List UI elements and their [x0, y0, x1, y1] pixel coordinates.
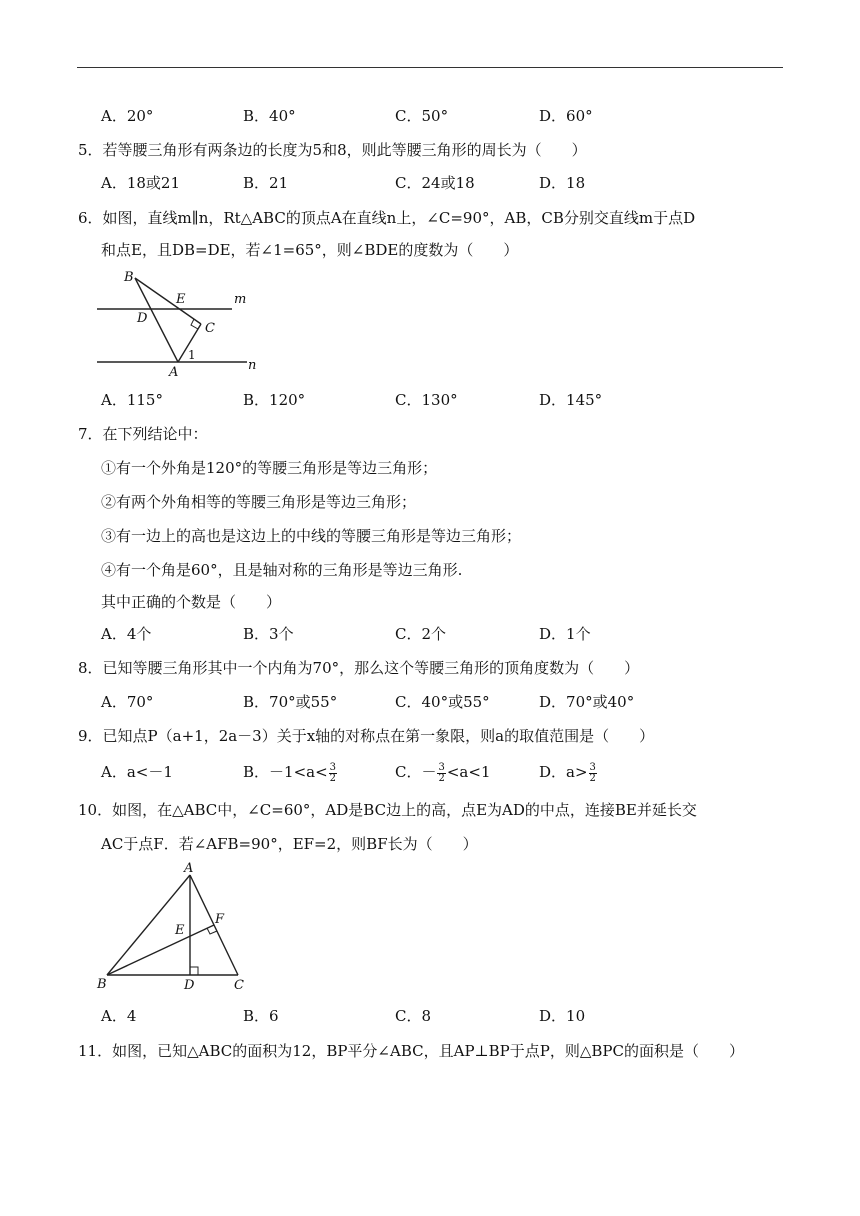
q9-option-d[interactable]: [539, 762, 598, 784]
q5-option-b[interactable]: B．21: [243, 174, 289, 192]
header-rule: [77, 67, 783, 68]
q9-option-d-text: D．a>: [539, 763, 588, 781]
q7-item-2: ②有两个外角相等的等腰三角形是等边三角形；: [101, 493, 417, 511]
q4-option-a[interactable]: A．20°: [101, 107, 154, 125]
fraction-three-halves: $\frac{3}{2}$: [438, 761, 445, 784]
q9-option-c-text: C．－: [395, 763, 437, 781]
q4-option-b[interactable]: B．40°: [243, 107, 296, 125]
q5-stem: 5．若等腰三角形有两条边的长度为5和8，则此等腰三角形的周长为（ ）: [78, 141, 587, 159]
q6-option-d[interactable]: D．145°: [539, 391, 603, 409]
q4-option-c[interactable]: C．50°: [395, 107, 449, 125]
label-b: B: [97, 977, 107, 992]
q7-option-a[interactable]: A．4个: [101, 625, 152, 643]
q10-figure: [95, 862, 255, 992]
q5-option-a[interactable]: A．18或21: [101, 174, 181, 192]
label-e: E: [176, 292, 186, 307]
label-n: n: [248, 358, 257, 373]
q5-option-c[interactable]: C．24或18: [395, 174, 475, 192]
q7-stem: 7．在下列结论中：: [78, 425, 208, 443]
q6-option-a[interactable]: A．115°: [101, 391, 163, 409]
q10-option-a[interactable]: A．4: [101, 1007, 137, 1025]
label-a: A: [184, 861, 194, 876]
fraction-three-halves: $\frac{3}{2}$: [589, 761, 596, 784]
q10-option-c[interactable]: C．8: [395, 1007, 432, 1025]
fraction-three-halves: $\frac{3}{2}$: [329, 761, 337, 784]
q7-option-c[interactable]: C．2个: [395, 625, 447, 643]
q8-option-d[interactable]: D．70°或40°: [539, 693, 635, 711]
q8-option-c[interactable]: C．40°或55°: [395, 693, 490, 711]
label-d: D: [184, 978, 195, 993]
q9-option-a[interactable]: A．a<－1: [101, 763, 173, 781]
label-a: A: [169, 365, 179, 380]
q10-option-d[interactable]: D．10: [539, 1007, 586, 1025]
q6-stem-line1: 6．如图，直线m∥n，Rt△ABC的顶点A在直线n上，∠C=90°，AB，CB分别交直线m于点D: [78, 209, 696, 227]
q5-option-d[interactable]: D．18: [539, 174, 586, 192]
q8-stem: 8．已知等腰三角形其中一个内角为70°，那么这个等腰三角形的顶角度数为（ ）: [78, 659, 640, 677]
right-angle-d: [190, 967, 198, 975]
label-e: E: [175, 923, 185, 938]
q7-option-b[interactable]: B．3个: [243, 625, 294, 643]
q10-stem-line2: AC于点F．若∠AFB=90°，EF=2，则BF长为（ ）: [101, 835, 478, 853]
q9-option-c[interactable]: [395, 762, 490, 784]
q8-option-b[interactable]: B．70°或55°: [243, 693, 338, 711]
q7-item-1: ①有一个外角是120°的等腰三角形是等边三角形；: [101, 459, 438, 477]
q10-stem-line1: 10．如图，在△ABC中，∠C=60°，AD是BC边上的高，点E为AD的中点，连接BE并延长交: [78, 801, 697, 819]
q9-stem: 9．已知点P（a+1，2a－3）关于x轴的对称点在第一象限，则a的取值范围是（ ）: [78, 727, 655, 745]
label-m: m: [234, 292, 247, 307]
q11-stem: 11．如图，已知△ABC的面积为12，BP平分∠ABC，且AP⊥BP于点P，则△BPC的面积是（ ）: [78, 1042, 744, 1060]
q6-option-b[interactable]: B．120°: [243, 391, 306, 409]
label-c: C: [205, 321, 215, 336]
q9-option-b[interactable]: [243, 762, 338, 784]
q6-figure: [95, 266, 270, 381]
q7-option-d[interactable]: D．1个: [539, 625, 591, 643]
q7-item-3: ③有一边上的高也是这边上的中线的等腰三角形是等边三角形；: [101, 527, 522, 545]
q7-item-4: ④有一个角是60°，且是轴对称的三角形是等边三角形.: [101, 561, 463, 579]
label-b: B: [124, 270, 134, 285]
q10-option-b[interactable]: B．6: [243, 1007, 279, 1025]
q9-option-c-tail: <a<1: [446, 763, 491, 781]
q7-question: 其中正确的个数是（ ）: [101, 593, 282, 611]
q6-option-c[interactable]: C．130°: [395, 391, 458, 409]
q4-option-d[interactable]: D．60°: [539, 107, 593, 125]
label-1: 1: [188, 348, 196, 362]
q6-stem-line2: 和点E，且DB=DE，若∠1=65°，则∠BDE的度数为（ ）: [101, 241, 519, 259]
q9-option-b-text: B．－1<a<: [243, 763, 328, 781]
q8-option-a[interactable]: A．70°: [101, 693, 154, 711]
label-f: F: [215, 912, 225, 927]
label-d: D: [137, 311, 148, 326]
label-c: C: [234, 978, 244, 993]
